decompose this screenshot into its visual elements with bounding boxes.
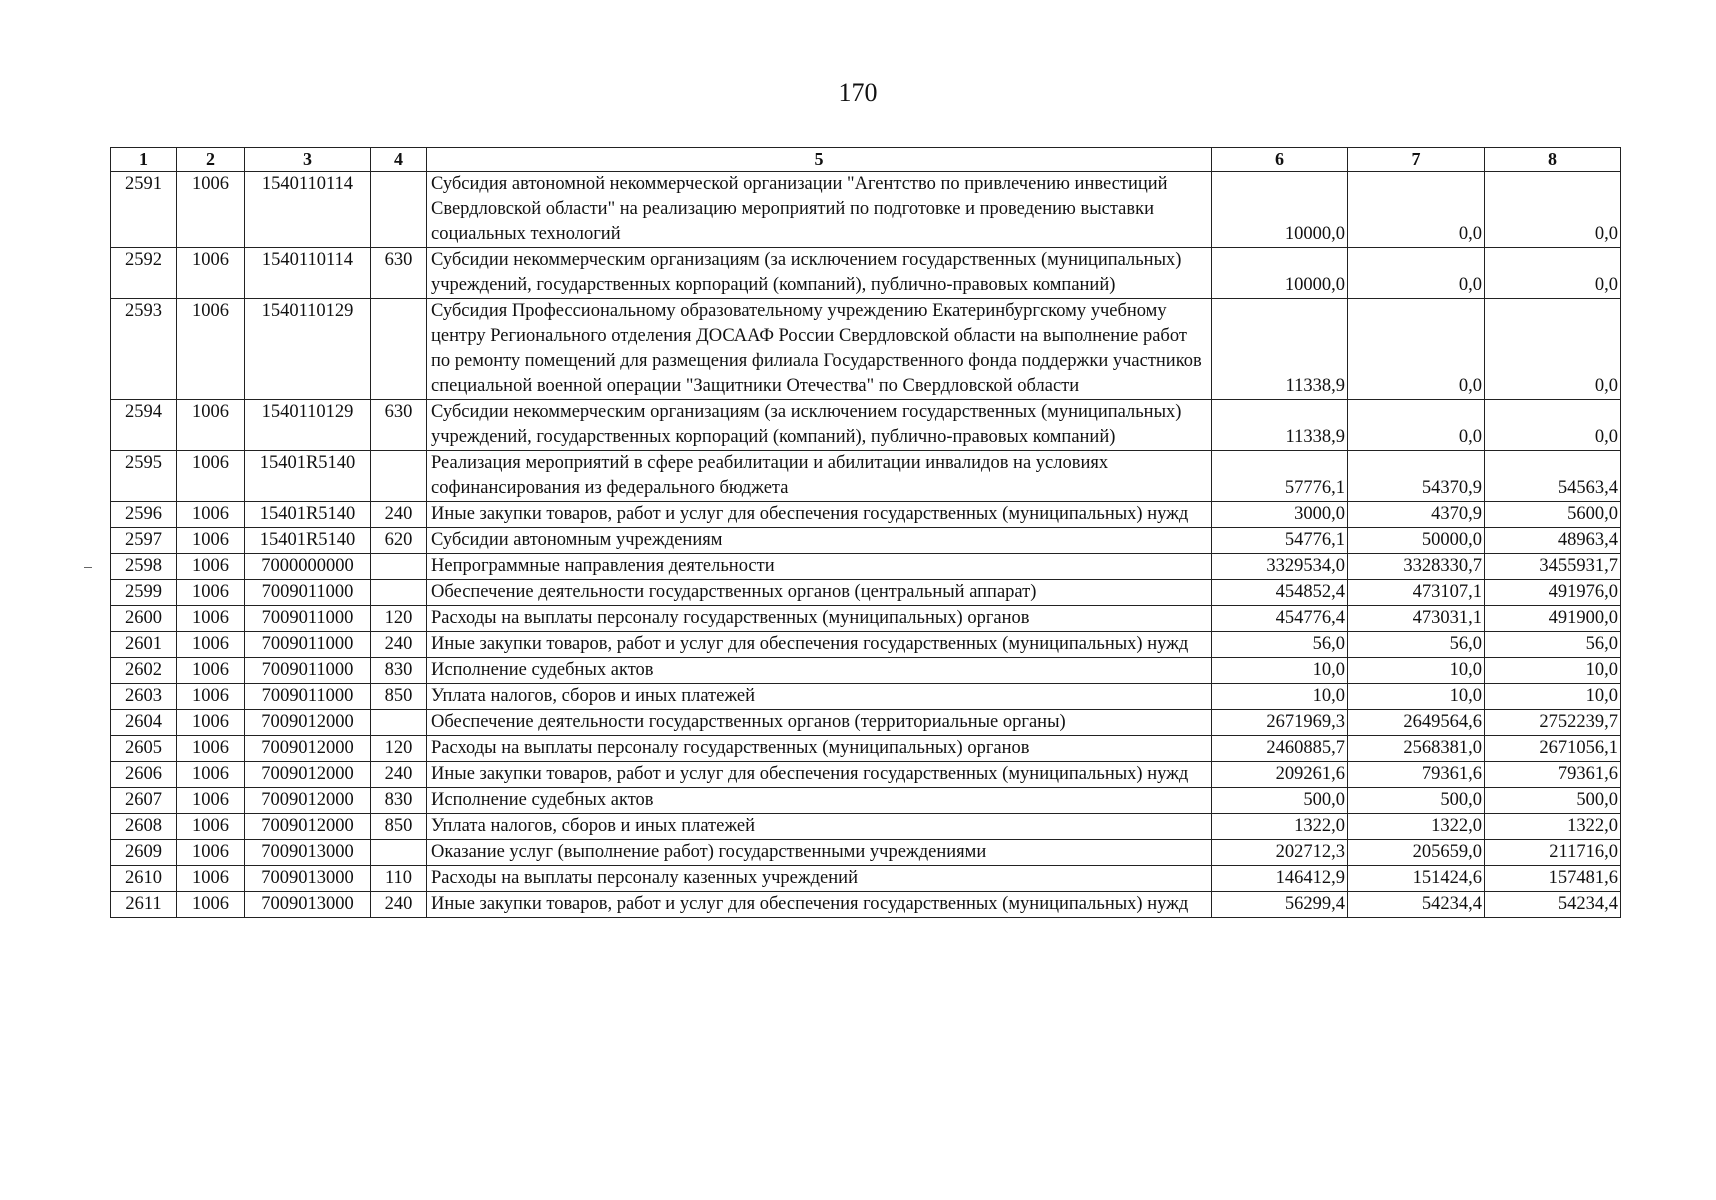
table-row xyxy=(111,606,1621,632)
section-code: 1006 xyxy=(177,684,245,710)
amount-col-6: 11338,9 xyxy=(1212,299,1348,400)
amount-col-8: 491900,0 xyxy=(1485,606,1621,632)
table-row xyxy=(111,528,1621,554)
row-number: 2611 xyxy=(111,892,177,918)
amount-col-7: 50000,0 xyxy=(1348,528,1485,554)
amount-col-6: 10000,0 xyxy=(1212,248,1348,299)
item-name: Субсидии некоммерческим организациям (за исключением государственных (муниципальных) учреждений, государственных корпораций (компаний), публично-правовых компаний) xyxy=(427,248,1212,299)
amount-col-6: 54776,1 xyxy=(1212,528,1348,554)
table-row xyxy=(111,658,1621,684)
target-article-code: 7009011000 xyxy=(245,658,371,684)
amount-col-7: 205659,0 xyxy=(1348,840,1485,866)
row-number: 2603 xyxy=(111,684,177,710)
target-article-code: 7009013000 xyxy=(245,840,371,866)
amount-col-7: 10,0 xyxy=(1348,658,1485,684)
section-code: 1006 xyxy=(177,658,245,684)
row-number: 2608 xyxy=(111,814,177,840)
section-code: 1006 xyxy=(177,736,245,762)
item-name: Иные закупки товаров, работ и услуг для обеспечения государственных (муниципальных) нужд xyxy=(427,762,1212,788)
amount-col-7: 2568381,0 xyxy=(1348,736,1485,762)
expense-type-code: 850 xyxy=(371,684,427,710)
target-article-code: 7000000000 xyxy=(245,554,371,580)
table-row xyxy=(111,736,1621,762)
row-number: 2599 xyxy=(111,580,177,606)
item-name: Субсидии некоммерческим организациям (за исключением государственных (муниципальных) учреждений, государственных корпораций (компаний), публично-правовых компаний) xyxy=(427,400,1212,451)
table-row xyxy=(111,684,1621,710)
row-number: 2594 xyxy=(111,400,177,451)
section-code: 1006 xyxy=(177,528,245,554)
row-number: 2602 xyxy=(111,658,177,684)
expense-type-code: 630 xyxy=(371,248,427,299)
amount-col-6: 2460885,7 xyxy=(1212,736,1348,762)
row-number: 2606 xyxy=(111,762,177,788)
target-article-code: 15401R5140 xyxy=(245,451,371,502)
amount-col-8: 3455931,7 xyxy=(1485,554,1621,580)
target-article-code: 7009012000 xyxy=(245,788,371,814)
amount-col-7: 0,0 xyxy=(1348,172,1485,248)
row-number: 2604 xyxy=(111,710,177,736)
target-article-code: 1540110114 xyxy=(245,172,371,248)
section-code: 1006 xyxy=(177,299,245,400)
amount-col-7: 10,0 xyxy=(1348,684,1485,710)
amount-col-8: 211716,0 xyxy=(1485,840,1621,866)
row-number: 2609 xyxy=(111,840,177,866)
item-name: Непрограммные направления деятельности xyxy=(427,554,1212,580)
section-code: 1006 xyxy=(177,451,245,502)
item-name: Реализация мероприятий в сфере реабилитации и абилитации инвалидов на условиях софинансирования из федерального бюджета xyxy=(427,451,1212,502)
amount-col-8: 1322,0 xyxy=(1485,814,1621,840)
item-name: Уплата налогов, сборов и иных платежей xyxy=(427,684,1212,710)
section-code: 1006 xyxy=(177,762,245,788)
section-code: 1006 xyxy=(177,892,245,918)
row-number: 2596 xyxy=(111,502,177,528)
expense-type-code: 120 xyxy=(371,606,427,632)
amount-col-7: 151424,6 xyxy=(1348,866,1485,892)
expense-type-code: 850 xyxy=(371,814,427,840)
amount-col-8: 0,0 xyxy=(1485,248,1621,299)
header-col-7: 7 xyxy=(1348,148,1485,172)
item-name: Исполнение судебных актов xyxy=(427,658,1212,684)
target-article-code: 7009012000 xyxy=(245,814,371,840)
row-number: 2595 xyxy=(111,451,177,502)
amount-col-8: 10,0 xyxy=(1485,684,1621,710)
section-code: 1006 xyxy=(177,866,245,892)
target-article-code: 1540110114 xyxy=(245,248,371,299)
amount-col-6: 10,0 xyxy=(1212,684,1348,710)
table-row xyxy=(111,788,1621,814)
amount-col-7: 1322,0 xyxy=(1348,814,1485,840)
expense-type-code xyxy=(371,299,427,400)
row-number: 2607 xyxy=(111,788,177,814)
budget-table xyxy=(110,147,1621,918)
section-code: 1006 xyxy=(177,606,245,632)
table-header xyxy=(111,148,1621,172)
amount-col-8: 10,0 xyxy=(1485,658,1621,684)
amount-col-6: 3329534,0 xyxy=(1212,554,1348,580)
target-article-code: 7009012000 xyxy=(245,762,371,788)
target-article-code: 7009011000 xyxy=(245,606,371,632)
amount-col-6: 3000,0 xyxy=(1212,502,1348,528)
section-code: 1006 xyxy=(177,814,245,840)
table-row xyxy=(111,554,1621,580)
amount-col-7: 54234,4 xyxy=(1348,892,1485,918)
target-article-code: 7009011000 xyxy=(245,580,371,606)
table-row xyxy=(111,580,1621,606)
expense-type-code: 240 xyxy=(371,502,427,528)
section-code: 1006 xyxy=(177,172,245,248)
amount-col-7: 3328330,7 xyxy=(1348,554,1485,580)
item-name: Расходы на выплаты персоналу казенных учреждений xyxy=(427,866,1212,892)
item-name: Расходы на выплаты персоналу государственных (муниципальных) органов xyxy=(427,606,1212,632)
target-article-code: 7009012000 xyxy=(245,710,371,736)
amount-col-7: 0,0 xyxy=(1348,248,1485,299)
table-row xyxy=(111,502,1621,528)
target-article-code: 15401R5140 xyxy=(245,502,371,528)
target-article-code: 1540110129 xyxy=(245,299,371,400)
amount-col-8: 79361,6 xyxy=(1485,762,1621,788)
table-row xyxy=(111,299,1621,400)
amount-col-8: 2752239,7 xyxy=(1485,710,1621,736)
header-col-8: 8 xyxy=(1485,148,1621,172)
header-col-2: 2 xyxy=(177,148,245,172)
item-name: Расходы на выплаты персоналу государственных (муниципальных) органов xyxy=(427,736,1212,762)
target-article-code: 7009013000 xyxy=(245,892,371,918)
amount-col-6: 2671969,3 xyxy=(1212,710,1348,736)
amount-col-8: 56,0 xyxy=(1485,632,1621,658)
expense-type-code xyxy=(371,451,427,502)
amount-col-7: 4370,9 xyxy=(1348,502,1485,528)
row-number: 2592 xyxy=(111,248,177,299)
section-code: 1006 xyxy=(177,400,245,451)
amount-col-7: 79361,6 xyxy=(1348,762,1485,788)
item-name: Обеспечение деятельности государственных органов (территориальные органы) xyxy=(427,710,1212,736)
table-row xyxy=(111,814,1621,840)
section-code: 1006 xyxy=(177,710,245,736)
expense-type-code xyxy=(371,580,427,606)
amount-col-6: 11338,9 xyxy=(1212,400,1348,451)
amount-col-6: 1322,0 xyxy=(1212,814,1348,840)
table-row xyxy=(111,892,1621,918)
expense-type-code: 110 xyxy=(371,866,427,892)
amount-col-6: 56,0 xyxy=(1212,632,1348,658)
amount-col-8: 0,0 xyxy=(1485,299,1621,400)
section-code: 1006 xyxy=(177,580,245,606)
row-number: 2598 xyxy=(111,554,177,580)
expense-type-code: 630 xyxy=(371,400,427,451)
amount-col-8: 2671056,1 xyxy=(1485,736,1621,762)
section-code: 1006 xyxy=(177,788,245,814)
expense-type-code: 240 xyxy=(371,762,427,788)
target-article-code: 7009011000 xyxy=(245,684,371,710)
amount-col-6: 57776,1 xyxy=(1212,451,1348,502)
item-name: Иные закупки товаров, работ и услуг для обеспечения государственных (муниципальных) нужд xyxy=(427,502,1212,528)
row-number: 2600 xyxy=(111,606,177,632)
amount-col-8: 0,0 xyxy=(1485,172,1621,248)
amount-col-8: 54234,4 xyxy=(1485,892,1621,918)
table-body xyxy=(111,172,1621,918)
expense-type-code xyxy=(371,172,427,248)
amount-col-7: 54370,9 xyxy=(1348,451,1485,502)
item-name: Уплата налогов, сборов и иных платежей xyxy=(427,814,1212,840)
expense-type-code: 830 xyxy=(371,658,427,684)
target-article-code: 7009013000 xyxy=(245,866,371,892)
page-number: 170 xyxy=(838,78,878,107)
row-number: 2605 xyxy=(111,736,177,762)
header-col-1: 1 xyxy=(111,148,177,172)
amount-col-7: 0,0 xyxy=(1348,400,1485,451)
amount-col-6: 500,0 xyxy=(1212,788,1348,814)
target-article-code: 15401R5140 xyxy=(245,528,371,554)
amount-col-7: 500,0 xyxy=(1348,788,1485,814)
amount-col-8: 5600,0 xyxy=(1485,502,1621,528)
expense-type-code xyxy=(371,710,427,736)
table-row xyxy=(111,866,1621,892)
item-name: Субсидия автономной некоммерческой организации "Агентство по привлечению инвестиций Свердловской области" на реализацию мероприятий по подготовке и проведению выставки социальных технологий xyxy=(427,172,1212,248)
table-row xyxy=(111,451,1621,502)
header-col-6: 6 xyxy=(1212,148,1348,172)
item-name: Обеспечение деятельности государственных органов (центральный аппарат) xyxy=(427,580,1212,606)
row-number: 2591 xyxy=(111,172,177,248)
header-col-5: 5 xyxy=(427,148,1212,172)
item-name: Иные закупки товаров, работ и услуг для обеспечения государственных (муниципальных) нужд xyxy=(427,632,1212,658)
section-code: 1006 xyxy=(177,840,245,866)
row-number: 2597 xyxy=(111,528,177,554)
target-article-code: 7009012000 xyxy=(245,736,371,762)
section-code: 1006 xyxy=(177,632,245,658)
amount-col-6: 202712,3 xyxy=(1212,840,1348,866)
amount-col-8: 491976,0 xyxy=(1485,580,1621,606)
header-col-4: 4 xyxy=(371,148,427,172)
header-row xyxy=(111,148,1621,172)
item-name: Исполнение судебных актов xyxy=(427,788,1212,814)
expense-type-code: 240 xyxy=(371,632,427,658)
table-row xyxy=(111,632,1621,658)
amount-col-8: 48963,4 xyxy=(1485,528,1621,554)
amount-col-6: 209261,6 xyxy=(1212,762,1348,788)
item-name: Субсидия Профессиональному образовательному учреждению Екатеринбургскому учебному центру Регионального отделения ДОСААФ России Свердловской области на выполнение работ по ремонту помещений для размещения филиала Государственного фонда поддержки участников специальной военной операции "Защитники Отечества" по Свердловской области xyxy=(427,299,1212,400)
amount-col-6: 56299,4 xyxy=(1212,892,1348,918)
row-number: 2610 xyxy=(111,866,177,892)
section-code: 1006 xyxy=(177,554,245,580)
amount-col-6: 10,0 xyxy=(1212,658,1348,684)
expense-type-code xyxy=(371,554,427,580)
amount-col-8: 54563,4 xyxy=(1485,451,1621,502)
item-name: Иные закупки товаров, работ и услуг для обеспечения государственных (муниципальных) нужд xyxy=(427,892,1212,918)
amount-col-6: 146412,9 xyxy=(1212,866,1348,892)
section-code: 1006 xyxy=(177,248,245,299)
expense-type-code: 620 xyxy=(371,528,427,554)
row-number: 2601 xyxy=(111,632,177,658)
amount-col-8: 0,0 xyxy=(1485,400,1621,451)
expense-type-code xyxy=(371,840,427,866)
amount-col-7: 2649564,6 xyxy=(1348,710,1485,736)
table-row xyxy=(111,400,1621,451)
expense-type-code: 120 xyxy=(371,736,427,762)
margin-mark xyxy=(84,567,92,568)
target-article-code: 1540110129 xyxy=(245,400,371,451)
amount-col-8: 157481,6 xyxy=(1485,866,1621,892)
table-row xyxy=(111,762,1621,788)
amount-col-6: 454776,4 xyxy=(1212,606,1348,632)
amount-col-6: 10000,0 xyxy=(1212,172,1348,248)
amount-col-8: 500,0 xyxy=(1485,788,1621,814)
table-row xyxy=(111,710,1621,736)
amount-col-7: 473107,1 xyxy=(1348,580,1485,606)
target-article-code: 7009011000 xyxy=(245,632,371,658)
expense-type-code: 830 xyxy=(371,788,427,814)
header-col-3: 3 xyxy=(245,148,371,172)
table-row xyxy=(111,840,1621,866)
item-name: Оказание услуг (выполнение работ) государственными учреждениями xyxy=(427,840,1212,866)
amount-col-7: 56,0 xyxy=(1348,632,1485,658)
amount-col-7: 473031,1 xyxy=(1348,606,1485,632)
row-number: 2593 xyxy=(111,299,177,400)
item-name: Субсидии автономным учреждениям xyxy=(427,528,1212,554)
table-row xyxy=(111,172,1621,248)
section-code: 1006 xyxy=(177,502,245,528)
amount-col-6: 454852,4 xyxy=(1212,580,1348,606)
amount-col-7: 0,0 xyxy=(1348,299,1485,400)
table-row xyxy=(111,248,1621,299)
expense-type-code: 240 xyxy=(371,892,427,918)
